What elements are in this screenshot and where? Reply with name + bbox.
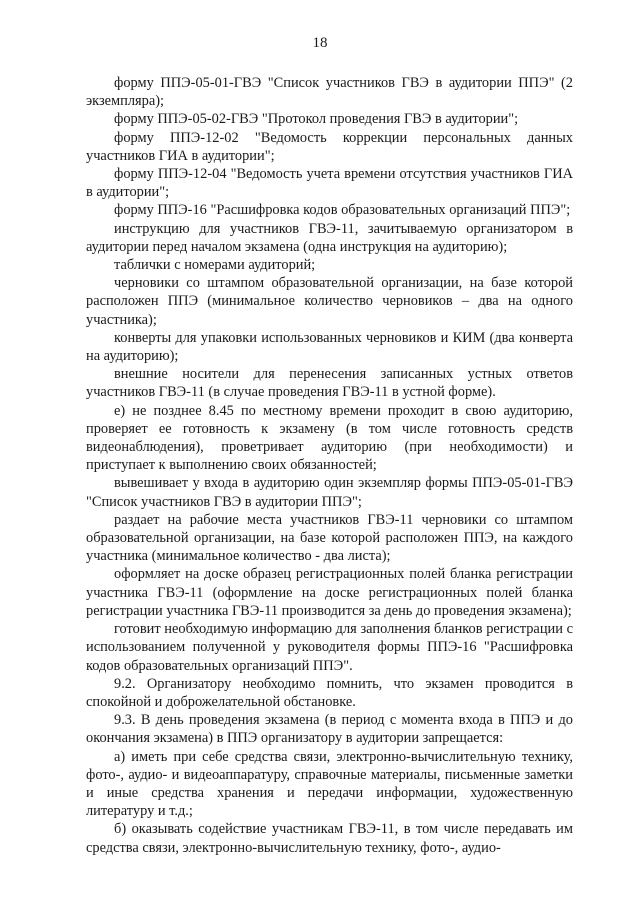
paragraph: форму ППЭ-05-01-ГВЭ "Список участников ГВЭ в аудитории ППЭ" (2 экземпляра); <box>86 75 573 110</box>
paragraph: а) иметь при себе средства связи, электронно-вычислительную технику, фото-, аудио- и видеоаппаратуру, справочные материалы, письменные заметки и иные средства хранения и передачи информации, художественную литературу и т.д.; <box>86 748 573 820</box>
paragraph: е) не позднее 8.45 по местному времени проходит в свою аудиторию, проверяет ее готовность к экзамену (в том числе готовность средств видеонаблюдения), проветривает аудиторию (при необходимости) и приступает к выполнению своих обязанностей; <box>86 402 573 474</box>
page-number: 18 <box>312 35 328 51</box>
paragraph: вывешивает у входа в аудиторию один экземпляр формы ППЭ-05-01-ГВЭ "Список участников ГВЭ в аудитории ППЭ"; <box>86 475 573 510</box>
paragraph: конверты для упаковки использованных черновиков и КИМ (два конверта на аудиторию); <box>86 329 573 365</box>
paragraph: оформляет на доске образец регистрационных полей бланка регистрации участника ГВЭ-11 (оформление на доске регистрационных полей бланка регистрации участника ГВЭ-11 производится за день до проведения экзамена); <box>86 566 573 619</box>
paragraph: форму ППЭ-12-02 "Ведомость коррекции персональных данных участников ГИА в аудитории"; <box>86 129 573 164</box>
paragraph: форму ППЭ-12-04 "Ведомость учета времени отсутствия участников ГИА в аудитории"; <box>86 166 573 201</box>
paragraph: форму ППЭ-05-02-ГВЭ "Протокол проведения ГВЭ в аудитории"; <box>114 111 519 128</box>
paragraph: готовит необходимую информацию для заполнения бланков регистрации с использованием полученной у руководителя формы ППЭ-16 "Расшифровка кодов образовательных организаций ППЭ". <box>86 621 573 674</box>
paragraph: б) оказывать содействие участникам ГВЭ-11, в том числе передавать им средства связи, электронно-вычислительную технику, фото-, аудио- <box>86 821 573 856</box>
paragraph: внешние носители для перенесения записанных устных ответов участников ГВЭ-11 (в случае проведения ГВЭ-11 в устной форме). <box>86 366 573 401</box>
paragraph: 9.3. В день проведения экзамена (в период с момента входа в ППЭ и до окончания экзамена) в ППЭ организатору в аудитории запрещается: <box>86 712 573 747</box>
paragraph: 9.2. Организатору необходимо помнить, что экзамен проводится в спокойной и доброжелательной обстановке. <box>86 675 573 710</box>
document-body <box>86 74 573 857</box>
paragraph: инструкцию для участников ГВЭ-11, зачитываемую организатором в аудитории перед началом экзамена (одна инструкция на аудиторию); <box>86 220 573 255</box>
paragraph: черновики со штампом образовательной организации, на базе которой расположен ППЭ (минимальное количество черновиков – два на одного участника); <box>86 275 573 328</box>
paragraph: форму ППЭ-16 "Расшифровка кодов образовательных организаций ППЭ"; <box>114 202 571 219</box>
paragraph: таблички с номерами аудиторий; <box>114 257 316 274</box>
paragraph: раздает на рабочие места участников ГВЭ-11 черновики со штампом образовательной организации, на базе которой расположен ППЭ, на каждого участника (минимальное количество - два листа); <box>86 511 573 565</box>
